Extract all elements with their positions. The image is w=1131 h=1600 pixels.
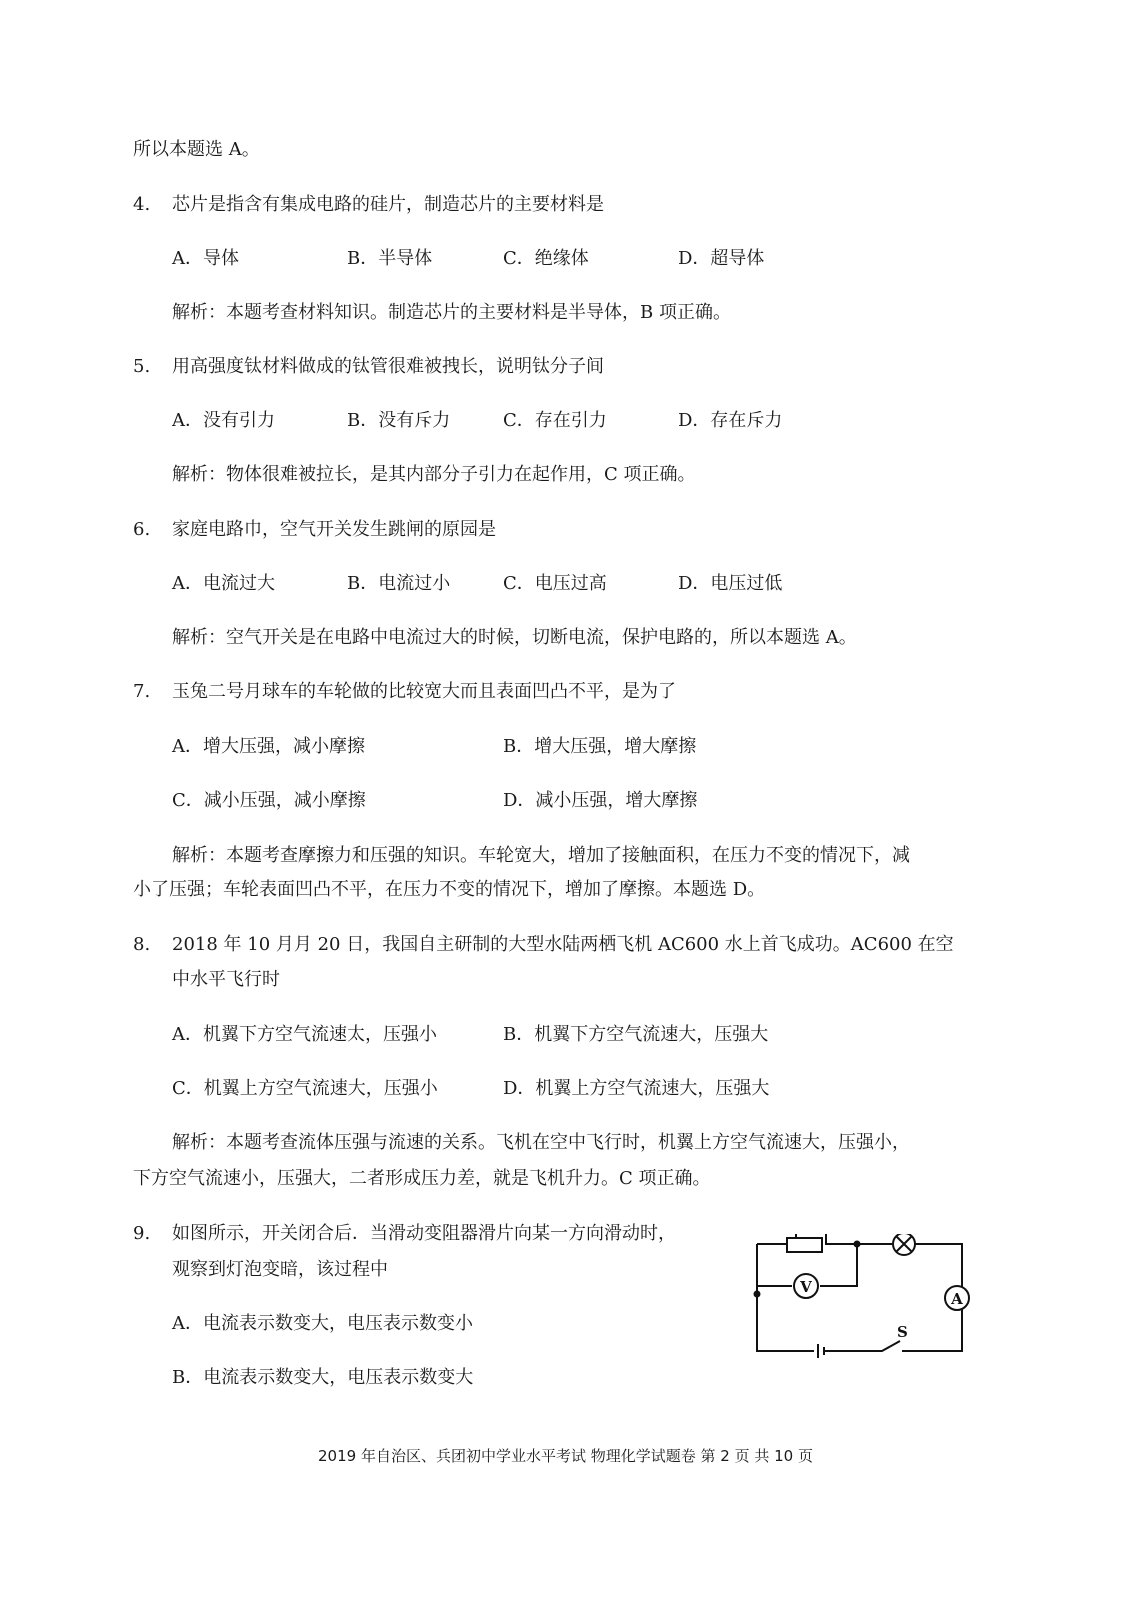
text-line: 6. <box>133 519 151 540</box>
text-line: C．减小压强，减小摩擦 <box>172 790 366 811</box>
text-line: 2018 年 10 月月 20 日，我国自主研制的大型水陆两栖飞机 AC600 水上首飞成功。AC600 在空 <box>172 934 954 955</box>
text-line: D．存在斥力 <box>678 410 783 431</box>
ammeter-label: A <box>951 1290 963 1308</box>
text-line: B．电流过小 <box>347 573 451 594</box>
text-line: C．电压过高 <box>503 573 607 594</box>
text-line: A．机翼下方空气流速太，压强小 <box>172 1024 437 1045</box>
text-line: D．减小压强，增大摩擦 <box>503 790 698 811</box>
text-line: A．电流过大 <box>172 573 275 594</box>
text-line: 4. <box>133 194 151 215</box>
text-line: 观察到灯泡变暗，该过程中 <box>172 1259 388 1280</box>
text-line: B．机翼下方空气流速大，压强大 <box>503 1024 769 1045</box>
text-line: D．电压过低 <box>678 573 783 594</box>
text-line: 中水平飞行时 <box>172 969 280 990</box>
text-line: 解析：本题考查摩擦力和压强的知识。车轮宽大，增加了接触面积，在压力不变的情况下，减 <box>172 845 910 866</box>
text-line: 芯片是指含有集成电路的硅片，制造芯片的主要材料是 <box>172 194 604 215</box>
text-line: B．没有斥力 <box>347 410 451 431</box>
text-line: 用高强度钛材料做成的钛管很难被拽长，说明钛分子间 <box>172 356 604 377</box>
voltmeter-icon <box>794 1274 818 1298</box>
switch-label: S <box>897 1323 908 1341</box>
text-line: C．存在引力 <box>503 410 607 431</box>
text-line: A．电流表示数变大，电压表示数变小 <box>172 1313 473 1334</box>
text-line: 解析：本题考查流体压强与流速的关系。飞机在空中飞行时，机翼上方空气流速大，压强小， <box>172 1132 910 1153</box>
text-line: C．绝缘体 <box>503 248 589 269</box>
text-line: 解析：物体很难被拉长，是其内部分子引力在起作用，C 项正确。 <box>172 464 696 485</box>
text-line: A．增大压强，减小摩擦 <box>172 736 365 757</box>
text-line: 玉兔二号月球车的车轮做的比较宽大而且表面凹凸不平，是为了 <box>172 681 676 702</box>
text-line: B．半导体 <box>347 248 433 269</box>
circuit-diagram <box>752 1234 972 1364</box>
text-line: D．超导体 <box>678 248 765 269</box>
text-line: 所以本题选 A。 <box>133 139 260 160</box>
text-line: 小了压强；车轮表面凹凸不平，在压力不变的情况下，增加了摩擦。本题选 D。 <box>133 879 766 900</box>
circuit-wires <box>757 1244 962 1358</box>
rheostat-icon <box>787 1238 822 1252</box>
text-line: 如图所示，开关闭合后．当滑动变阻器滑片向某一方向滑动时， <box>172 1223 676 1244</box>
text-line: B．增大压强，增大摩擦 <box>503 736 697 757</box>
text-line: D．机翼上方空气流速大，压强大 <box>503 1078 770 1099</box>
text-line: 解析：本题考查材料知识。制造芯片的主要材料是半导体，B 项正确。 <box>172 302 731 323</box>
text-line: 家庭电路巾，空气开关发生跳闸的原园是 <box>172 519 496 540</box>
text-line: B．电流表示数变大，电压表示数变大 <box>172 1367 474 1388</box>
text-line: A．导体 <box>172 248 239 269</box>
text-line: 5. <box>133 356 151 377</box>
text-line: 7. <box>133 681 151 702</box>
text-line: A．没有引力 <box>172 410 275 431</box>
text-line: 8. <box>133 934 151 955</box>
text-line: C．机翼上方空气流速大，压强小 <box>172 1078 438 1099</box>
page-footer: 2019 年自治区、兵团初中学业水平考试 物理化学试题卷 第 2 页 共 10 页 <box>318 1447 813 1465</box>
voltmeter-label: V <box>800 1278 812 1296</box>
junction-dot <box>755 1292 760 1297</box>
lamp-icon <box>893 1234 915 1255</box>
text-line: 解析：空气开关是在电路中电流过大的时候，切断电流，保护电路的，所以本题选 A。 <box>172 627 857 648</box>
text-line: 下方空气流速小，压强大，二者形成压力差，就是飞机升力。C 项正确。 <box>133 1168 711 1189</box>
ammeter-icon <box>945 1286 969 1310</box>
text-line: 9. <box>133 1223 151 1244</box>
